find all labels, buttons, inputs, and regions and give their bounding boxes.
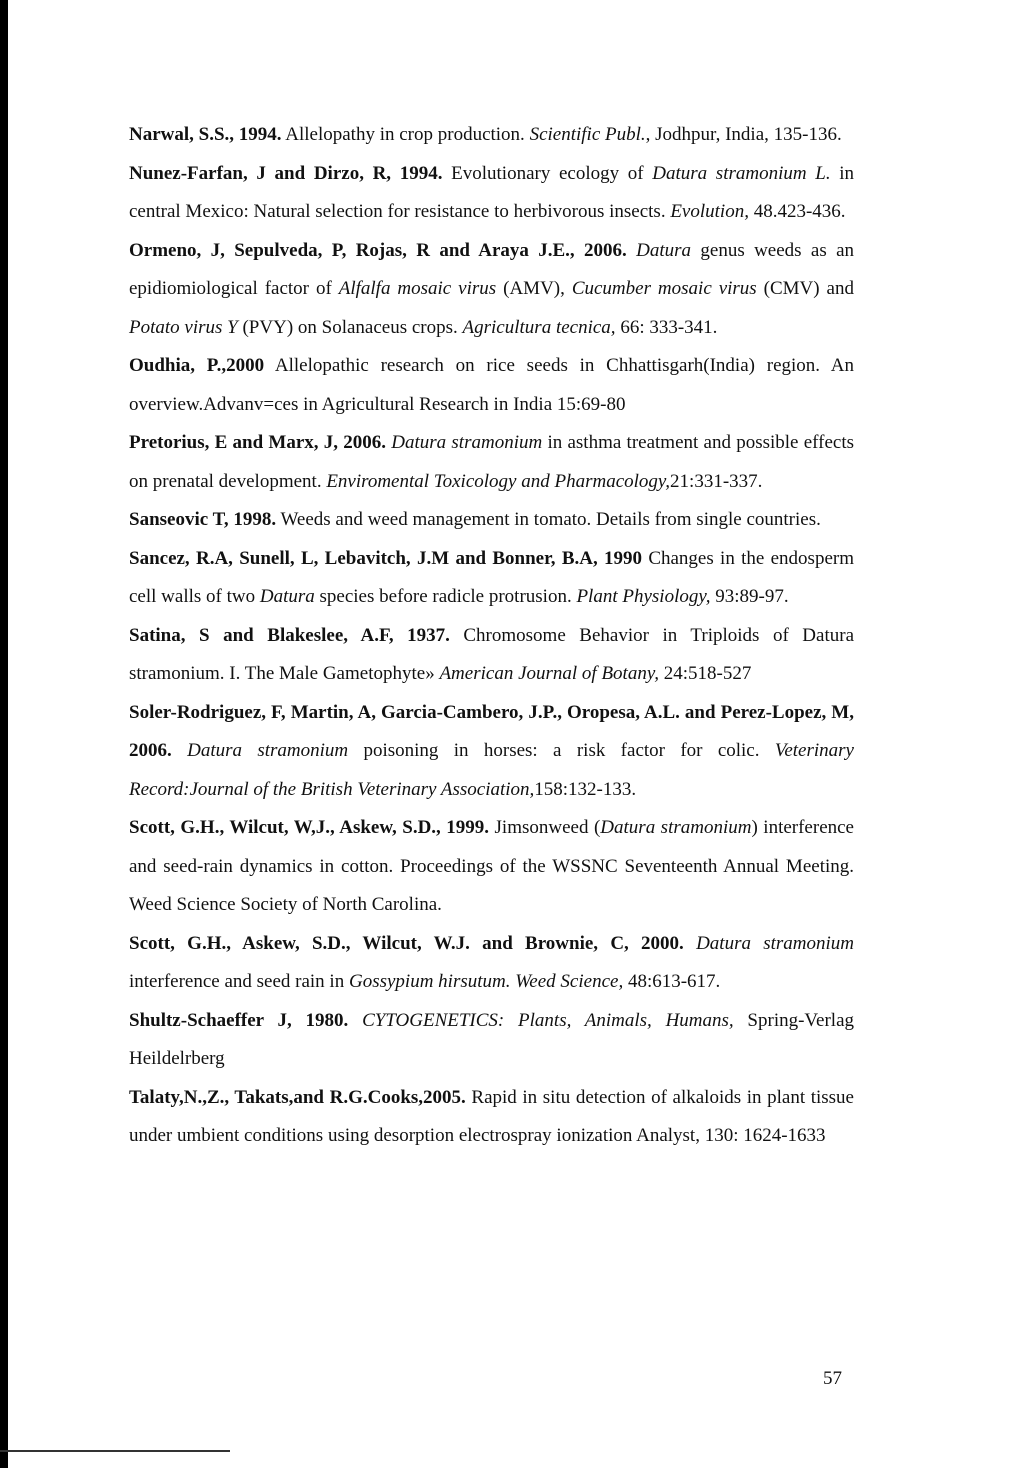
reference-authors: Sanseovic T, 1998. bbox=[129, 509, 277, 530]
reference-authors: Shultz-Schaeffer J, 1980. bbox=[129, 1009, 349, 1031]
reference-italic-text: Datura stramonium bbox=[187, 740, 349, 761]
reference-entry bbox=[129, 1079, 854, 1156]
reference-authors: Sancez, R.A, Sunell, L, Lebavitch, J.M and Bonner, B.A, 1990 bbox=[129, 547, 643, 569]
reference-authors: Soler-Rodriguez, F, Martin, A, Garcia-Cambero, J.P., Oropesa, A.L. and Perez-Lopez, M, 2006. bbox=[129, 701, 854, 761]
reference-entry bbox=[129, 809, 854, 925]
reference-entry bbox=[129, 540, 854, 617]
reference-text: species before radicle protrusion. bbox=[314, 586, 577, 607]
reference-entry bbox=[129, 925, 854, 1002]
reference-entry bbox=[129, 1002, 854, 1079]
reference-italic-text: American Journal of Botany, bbox=[439, 663, 659, 684]
reference-text: ) interference and seed-rain dynamics in cotton. Proceedings of the WSSNC Seventeenth Annual Meeting. Weed Science Society of North Carolina. bbox=[129, 817, 854, 915]
reference-italic-text: Datura stramonium bbox=[696, 932, 855, 954]
reference-text: in central Mexico: Natural selection for resistance to herbivorous insects. bbox=[129, 162, 855, 222]
reference-entry bbox=[129, 116, 854, 155]
reference-text: 48.423-436. bbox=[748, 201, 846, 222]
reference-entry bbox=[129, 155, 854, 232]
reference-text: interference and seed rain in bbox=[129, 971, 349, 992]
reference-italic-text: Plant Physiology, bbox=[576, 586, 711, 607]
reference-text: 66: 333-341. bbox=[615, 316, 718, 338]
reference-text: 24:518-527 bbox=[658, 663, 752, 684]
reference-entry bbox=[129, 232, 854, 348]
reference-authors: Scott, G.H., Askew, S.D., Wilcut, W.J. and Brownie, C, 2000. bbox=[129, 932, 684, 954]
reference-authors: Oudhia, P.,2000 bbox=[129, 355, 265, 376]
reference-text bbox=[627, 240, 636, 261]
reference-text bbox=[684, 933, 696, 954]
reference-entry bbox=[129, 501, 854, 540]
reference-authors: Nunez-Farfan, J and Dirzo, R, 1994. bbox=[129, 162, 443, 184]
reference-text: Rapid in situ detection of alkaloids in plant tissue under umbient conditions using desorption electrospray ionization Analyst, 130: 1624-1633 bbox=[129, 1086, 854, 1146]
reference-italic-text: Datura stramonium bbox=[391, 432, 543, 453]
reference-text: 21:331-337. bbox=[670, 470, 763, 492]
reference-authors: Pretorius, E and Marx, J, 2006. bbox=[129, 432, 387, 453]
reference-entry bbox=[129, 424, 854, 501]
reference-authors: Ormeno, J, Sepulveda, P, Rojas, R and Araya J.E., 2006. bbox=[129, 239, 627, 261]
reference-text: poisoning in horses: a risk factor for colic. bbox=[348, 740, 775, 761]
reference-entry bbox=[129, 694, 854, 810]
reference-italic-text: Potato virus Y bbox=[129, 316, 238, 338]
reference-text: in asthma treatment and possible effects on prenatal development. bbox=[129, 432, 855, 492]
document-page bbox=[8, 0, 1024, 1468]
reference-authors: Talaty,N.,Z., Takats,and R.G.Cooks,2005. bbox=[129, 1086, 466, 1108]
reference-text: Changes in the endosperm cell walls of two bbox=[129, 547, 854, 607]
page-number: 57 bbox=[823, 1368, 842, 1389]
reference-text: Spring-Verlag Heildelrberg bbox=[129, 1009, 855, 1069]
reference-italic-text: Gossypium hirsutum. Weed Science, bbox=[348, 971, 624, 992]
reference-authors: Satina, S and Blakeslee, A.F, 1937. bbox=[129, 624, 450, 646]
reference-text: genus weeds as an epidiomiological factor of bbox=[129, 239, 855, 299]
reference-text: (PVY) on Solanaceus crops. bbox=[237, 316, 463, 338]
reference-text: Jimsonweed ( bbox=[489, 817, 601, 838]
reference-italic-text: Datura stramonium L. bbox=[652, 162, 831, 184]
reference-italic-text: Agricultura tecnica, bbox=[462, 316, 616, 338]
reference-italic-text: Evolution, bbox=[670, 201, 749, 222]
reference-entry bbox=[129, 347, 854, 424]
reference-text: 48:613-617. bbox=[623, 971, 721, 992]
reference-authors: Narwal, S.S., 1994. bbox=[129, 124, 282, 145]
reference-text: 158:132-133. bbox=[534, 778, 637, 800]
reference-text: 93:89-97. bbox=[710, 586, 789, 607]
reference-italic-text: Scientific Publ. bbox=[529, 124, 646, 145]
reference-text: Evolutionary ecology of bbox=[442, 162, 653, 184]
reference-text bbox=[348, 1010, 362, 1031]
reference-italic-text: Datura bbox=[636, 239, 692, 261]
reference-text: Weeds and weed management in tomato. Details from single countries. bbox=[276, 509, 821, 530]
reference-text: Allelopathy in crop production. bbox=[281, 124, 530, 145]
reference-italic-text: Enviromental Toxicology and Pharmacology, bbox=[326, 470, 671, 492]
reference-italic-text: Datura stramonium bbox=[600, 817, 752, 838]
reference-italic-text: Datura bbox=[259, 586, 315, 607]
reference-text: (CMV) and bbox=[756, 278, 854, 299]
reference-authors: Scott, G.H., Wilcut, W,J., Askew, S.D., 1999. bbox=[129, 817, 490, 838]
reference-italic-text: CYTOGENETICS: Plants, Animals, Humans, bbox=[362, 1009, 734, 1031]
reference-text: (AMV), bbox=[496, 278, 572, 299]
reference-italic-text: Alfalfa mosaic virus bbox=[338, 278, 497, 299]
reference-text: Allelopathic research on rice seeds in Chhattisgarh(India) region. An overview.Advanv=ces in Agricultural Research in India 15:69-80 bbox=[129, 355, 854, 415]
reference-italic-text: Cucumber mosaic virus bbox=[571, 278, 757, 299]
reference-list bbox=[129, 116, 854, 1156]
reference-text: Chromosome Behavior in Triploids of Datura stramonium. I. The Male Gametophyte» bbox=[129, 624, 855, 684]
reference-italic-text: Veterinary Record:Journal of the British Veterinary Association, bbox=[129, 740, 854, 800]
reference-text bbox=[172, 740, 187, 761]
reference-entry bbox=[129, 617, 854, 694]
reference-text: , Jodhpur, India, 135-136. bbox=[645, 124, 842, 145]
footer-rule bbox=[0, 1450, 230, 1452]
